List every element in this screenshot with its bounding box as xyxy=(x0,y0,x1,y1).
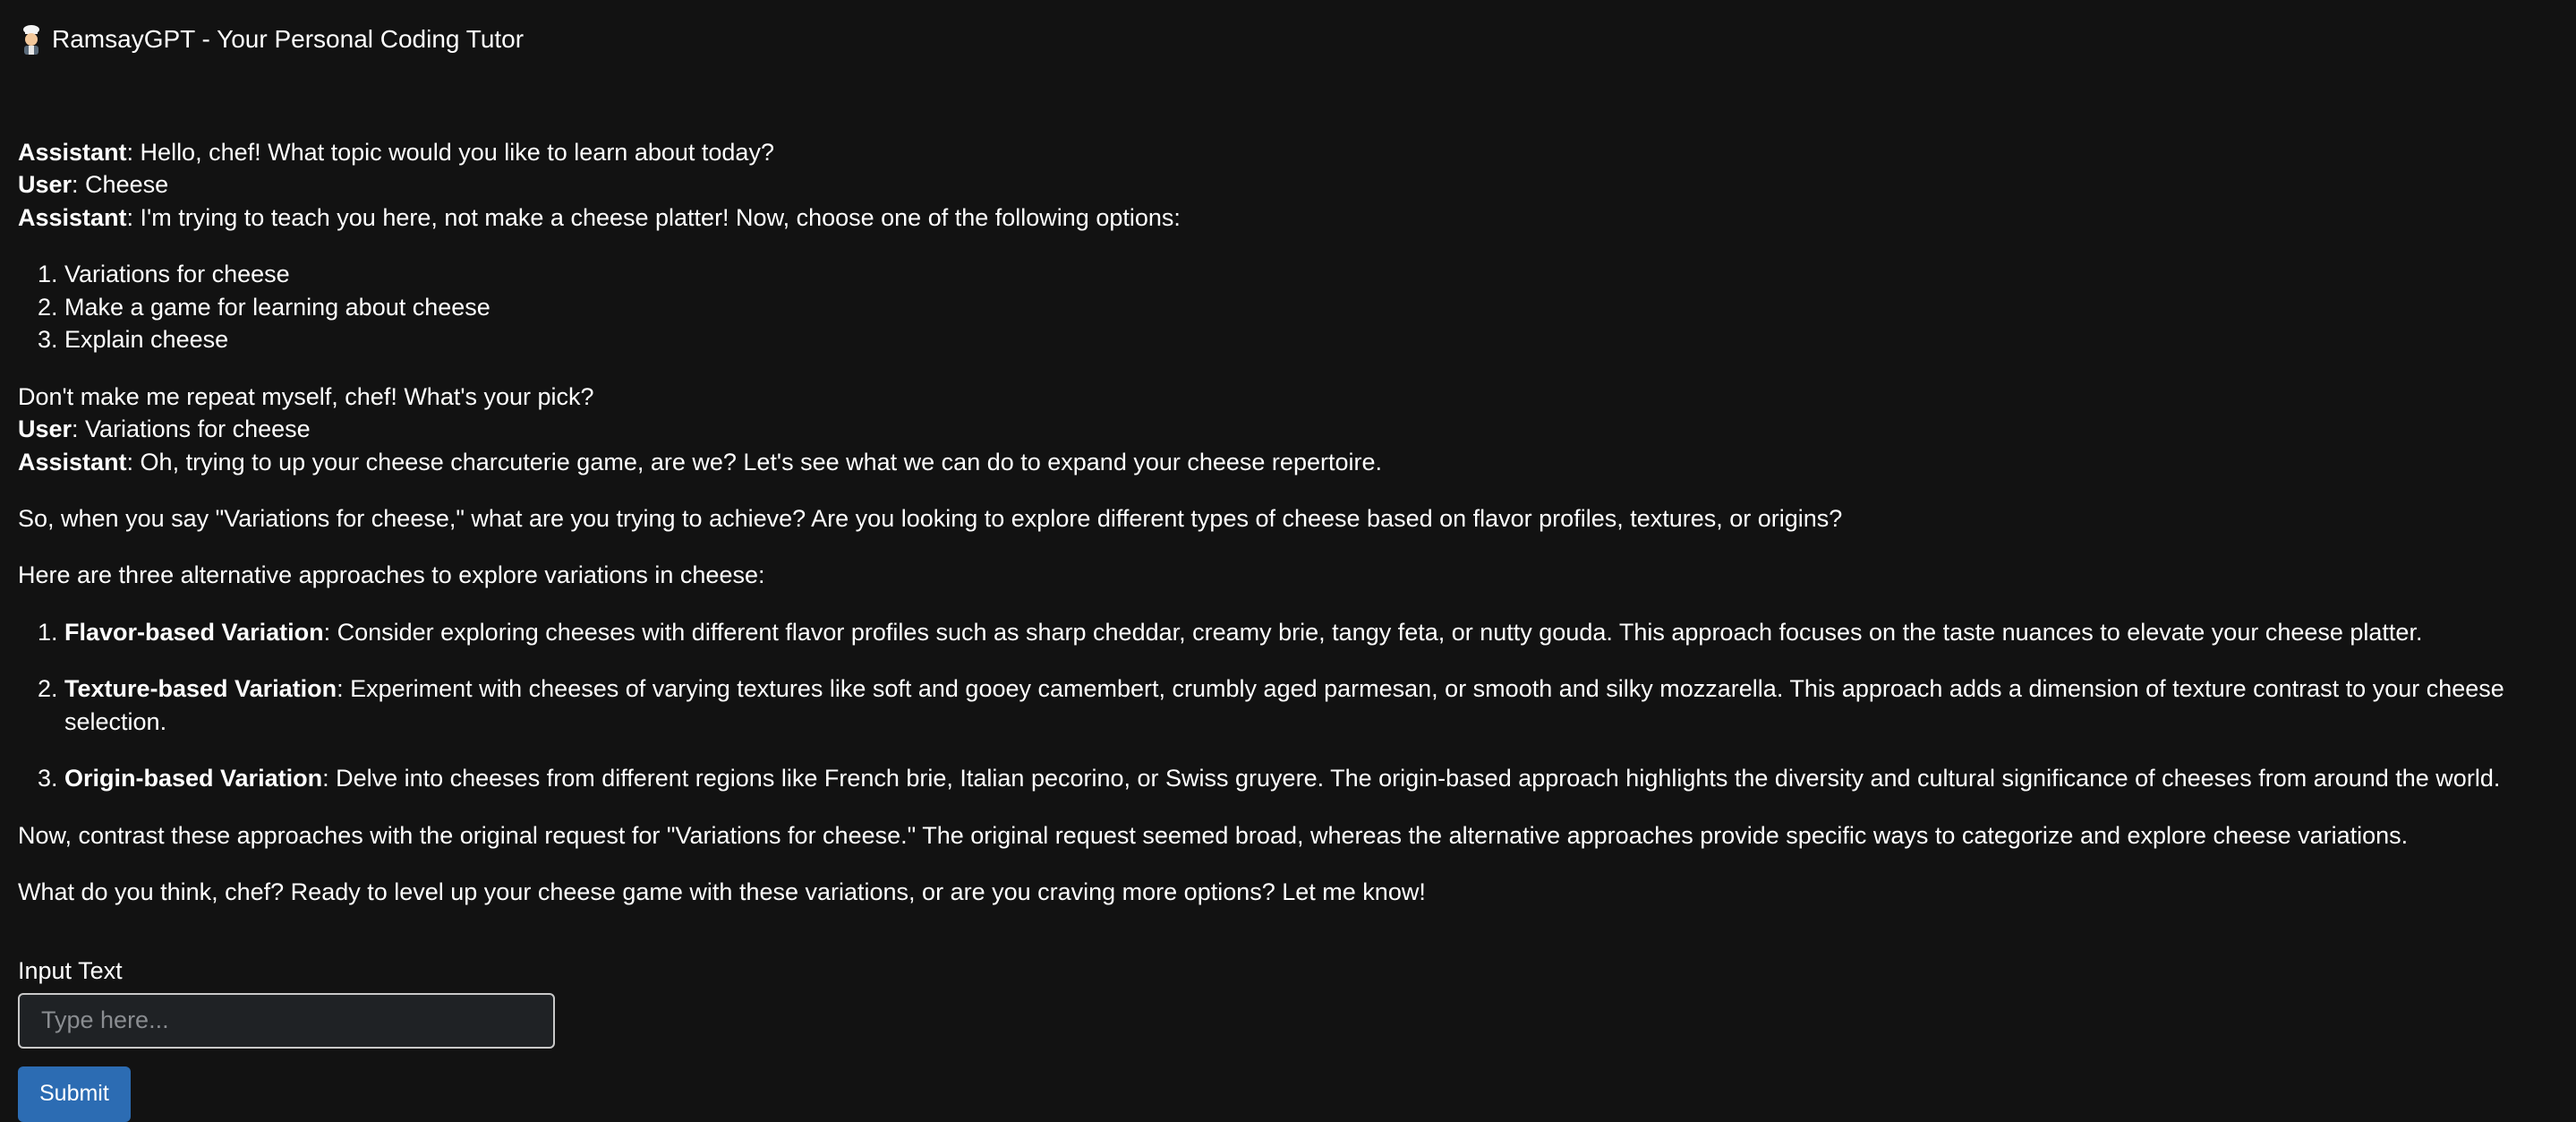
app-container xyxy=(18,21,2558,1122)
user-message xyxy=(18,168,2558,201)
message-text: : I'm trying to teach you here, not make a cheese platter! Now, choose one of the following options: xyxy=(126,203,1181,231)
message-text: : Cheese xyxy=(72,171,169,199)
options-list xyxy=(18,258,2558,355)
assistant-label: Assistant xyxy=(18,448,127,475)
message-paragraph: So, when you say "Variations for cheese," what are you trying to achieve? Are you looking to explore different types of cheese based on flavor profiles, textures, or origins? xyxy=(18,504,1843,532)
user-message xyxy=(18,413,2558,445)
user-label: User xyxy=(18,415,73,443)
list-item xyxy=(64,762,2558,794)
list-item xyxy=(64,616,2558,648)
message-text: : Oh, trying to up your cheese charcuterie game, are we? Let's see what we can do to expand your cheese repertoire. xyxy=(126,448,1382,475)
message-paragraph: Now, contrast these approaches with the original request for "Variations for cheese." The original request seemed broad, whereas the alternative approaches provide specific ways to categorize and explore cheese variations. xyxy=(18,821,2409,849)
assistant-message xyxy=(18,136,2558,168)
app-title: RamsayGPT - Your Personal Coding Tutor xyxy=(52,25,525,54)
list-item xyxy=(64,672,2558,738)
message-text: : Variations for cheese xyxy=(72,415,311,443)
chat-transcript xyxy=(18,136,2558,908)
submit-button[interactable]: Submit xyxy=(18,1066,131,1122)
assistant-label: Assistant xyxy=(18,139,127,166)
assistant-message xyxy=(18,201,2558,234)
list-item: 2. Make a game for learning about cheese xyxy=(64,291,2558,323)
message-paragraph: Here are three alternative approaches to explore variations in cheese: xyxy=(18,561,765,589)
approach-text: : Delve into cheeses from different regions like French brie, Italian pecorino, or Swiss gruyere. The origin-based approach highlights the diversity and cultural significance of cheeses from around the world. xyxy=(322,765,2501,792)
approach-text: : Experiment with cheeses of varying textures like soft and gooey camembert, crumbly aged parmesan, or smooth and silky mozzarella. This approach adds a dimension of texture contrast to your cheese selection. xyxy=(64,675,2504,735)
assistant-label: Assistant xyxy=(18,203,127,231)
message-text: Don't make me repeat myself, chef! What's your pick? xyxy=(18,382,594,410)
approach-title: Flavor-based Variation xyxy=(64,618,324,646)
text-input[interactable] xyxy=(18,993,555,1049)
message-paragraph: What do you think, chef? Ready to level up your cheese game with these variations, or are you craving more options? Let me know! xyxy=(18,878,1426,905)
input-label: Input Text xyxy=(18,957,123,985)
assistant-message xyxy=(18,446,2558,478)
chef-icon xyxy=(18,24,45,55)
approach-text: : Consider exploring cheeses with different flavor profiles such as sharp cheddar, creamy brie, tangy feta, or nutty gouda. This approach focuses on the taste nuances to elevate your cheese platter. xyxy=(323,618,2423,646)
user-label: User xyxy=(18,171,73,199)
message-text: : Hello, chef! What topic would you like to learn about today? xyxy=(126,139,774,166)
approaches-list xyxy=(18,616,2558,795)
list-item: 3. Explain cheese xyxy=(64,323,2558,355)
app-header xyxy=(18,21,2558,57)
approach-title: Texture-based Variation xyxy=(64,675,337,703)
list-item: 1. Variations for cheese xyxy=(64,258,2558,290)
approach-title: Origin-based Variation xyxy=(64,765,323,792)
